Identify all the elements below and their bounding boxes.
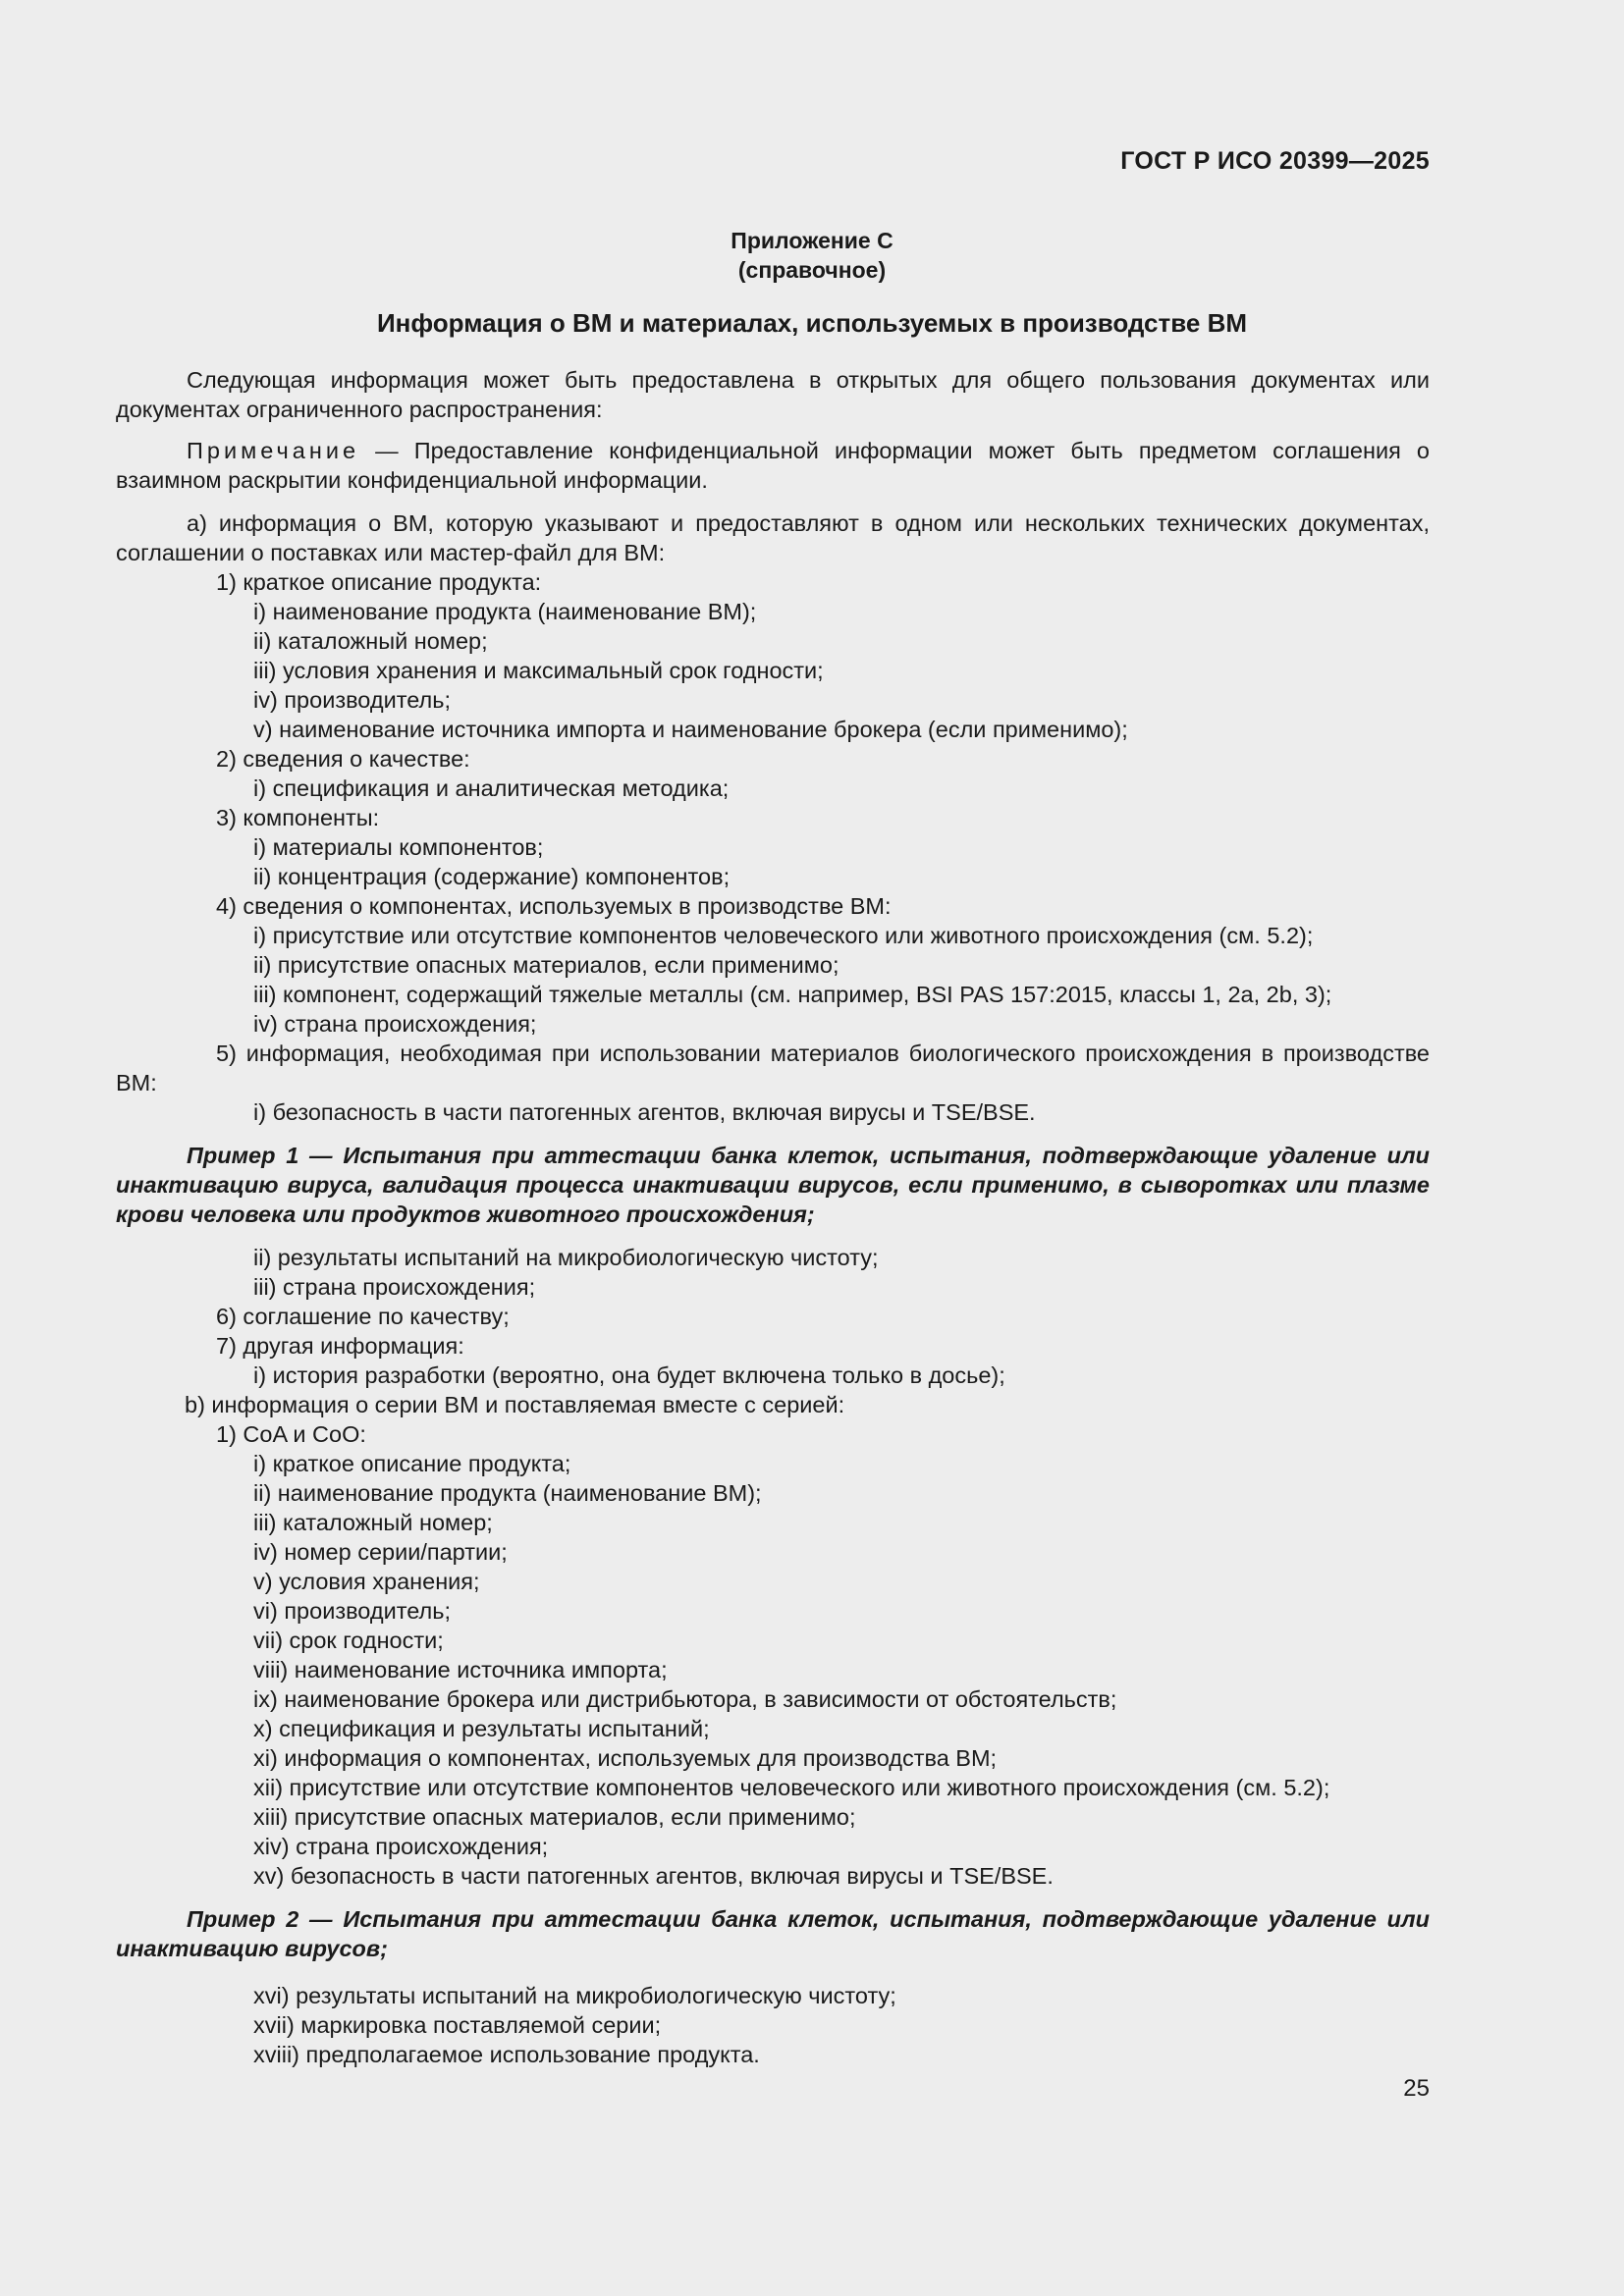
list-item: xiv) страна происхождения; [253,1834,549,1859]
list-item: iv) страна происхождения; [253,1011,537,1037]
list-item: i) краткое описание продукта; [253,1451,571,1476]
list-item: vii) срок годности; [253,1628,444,1653]
list-item: vi) производитель; [253,1598,451,1624]
note-text: — Предоставление конфиденциальной информации может быть предметом соглашения о взаимном раскрытии конфиденциальной информации. [116,438,1430,493]
list-item: i) наименование продукта (наименование ВМ); [253,599,757,624]
list-item: ii) концентрация (содержание) компонентов; [253,864,731,889]
appendix-title: Информация о ВМ и материалах, используемых в производстве ВМ [376,308,1248,338]
example-2: Пример 2 — Испытания при аттестации банка клеток, испытания, подтверждающие удаление или инактивацию вирусов; [116,1906,1430,1961]
list-item: b) информация о серии ВМ и поставляемая вместе с серией: [185,1392,845,1417]
list-item: ii) каталожный номер; [253,628,488,654]
list-item: xviii) предполагаемое использование продукта. [253,2042,760,2067]
list-item: xiii) присутствие опасных материалов, если применимо; [253,1804,856,1830]
list-item: 1) краткое описание продукта: [216,569,542,595]
list-item: 7) другая информация: [216,1333,464,1359]
list-item: iii) страна происхождения; [253,1274,536,1300]
list-item: xvii) маркировка поставляемой серии; [253,2012,662,2038]
list-item: i) материалы компонентов; [253,834,544,860]
item-5-paragraph: 5) информация, необходимая при использовании материалов биологического происхождения в производстве ВМ: [116,1041,1430,1095]
list-item: i) безопасность в части патогенных агентов, включая вирусы и TSE/BSE. [253,1099,1036,1125]
note-paragraph [116,436,1430,495]
list-item: i) история разработки (вероятно, она будет включена только в досье); [253,1362,1005,1388]
appendix-kind: (справочное) [737,257,887,283]
list-item: ii) присутствие опасных материалов, если применимо; [253,952,839,978]
list-item: 2) сведения о качестве: [216,746,470,772]
list-item: 4) сведения о компонентах, используемых в производстве ВМ: [216,893,892,919]
intro-paragraph: Следующая информация может быть предоставлена в открытых для общего пользования документах или документах ограниченного распространения: [116,367,1430,422]
list-item: iii) каталожный номер; [253,1510,493,1535]
list-item: i) спецификация и аналитическая методика; [253,775,730,801]
list-item: xvi) результаты испытаний на микробиологическую чистоту; [253,1983,896,2008]
list-item: v) наименование источника импорта и наименование брокера (если применимо); [253,717,1128,742]
list-item: iv) номер серии/партии; [253,1539,508,1565]
list-item: iii) условия хранения и максимальный срок годности; [253,658,824,683]
list-item: i) присутствие или отсутствие компонентов человеческого или животного происхождения (см. 5.2); [253,923,1314,948]
list-item: iv) производитель; [253,687,451,713]
appendix-name: Приложение С [731,228,893,253]
page-number: 25 [1403,2075,1430,2102]
document-code: ГОСТ Р ИСО 20399—2025 [1120,147,1430,175]
list-item: iii) компонент, содержащий тяжелые металлы (см. например, BSI PAS 157:2015, классы 1, 2a, 2b, 3); [253,982,1332,1007]
list-item: ii) наименование продукта (наименование ВМ); [253,1480,762,1506]
example-1: Пример 1 — Испытания при аттестации банка клеток, испытания, подтверждающие удаление или инактивацию вируса, валидация процесса инактивации вирусов, если применимо, в сыворотках или плазме крови человека или продуктов животного происхождения; [116,1143,1430,1227]
list-item: ii) результаты испытаний на микробиологическую чистоту; [253,1245,879,1270]
list-item: v) условия хранения; [253,1569,480,1594]
list-item: ix) наименование брокера или дистрибьютора, в зависимости от обстоятельств; [253,1686,1117,1712]
list-item: xi) информация о компонентах, используемых для производства ВМ; [253,1745,998,1771]
list-item: xv) безопасность в части патогенных агентов, включая вирусы и TSE/BSE. [253,1863,1054,1889]
note-label: Примечание [187,438,360,463]
list-item: viii) наименование источника импорта; [253,1657,668,1682]
list-item: 6) соглашение по качеству; [216,1304,510,1329]
list-item: 3) компоненты: [216,805,380,830]
list-item: 1) CoA и CoO: [216,1421,366,1447]
item-a-paragraph: a) информация о ВМ, которую указывают и предоставляют в одном или нескольких технических документах, соглашении о поставках или мастер-файл для ВМ: [116,510,1430,565]
list-item: x) спецификация и результаты испытаний; [253,1716,710,1741]
list-item: xii) присутствие или отсутствие компонентов человеческого или животного происхождения (см. 5.2); [253,1775,1330,1800]
